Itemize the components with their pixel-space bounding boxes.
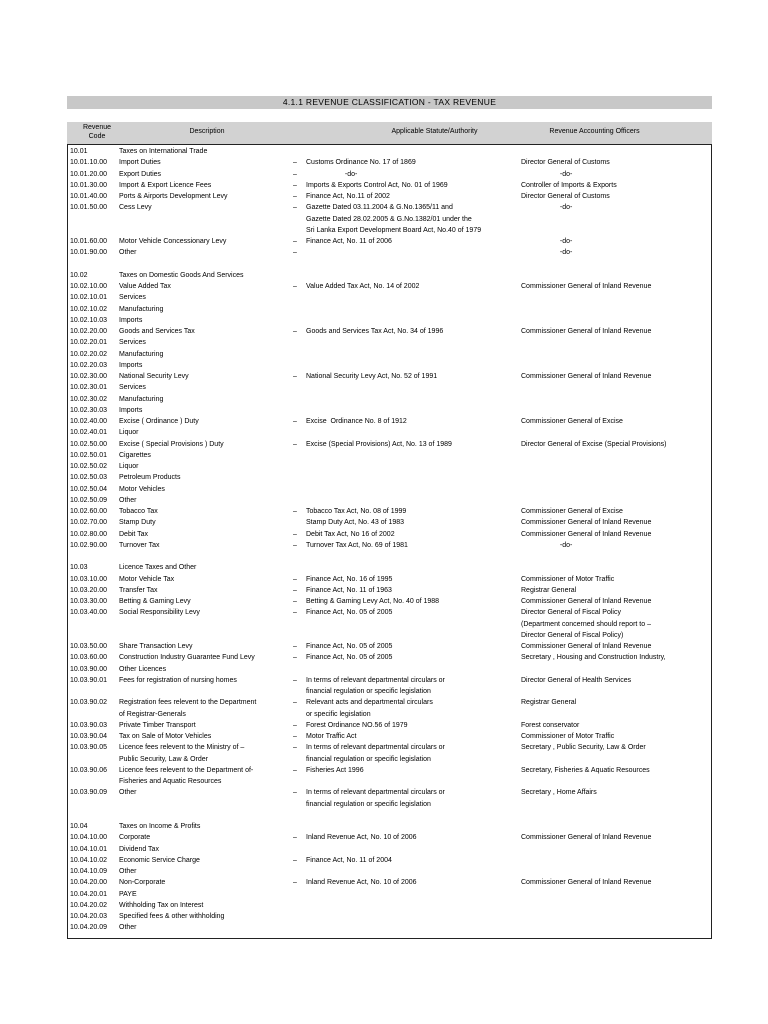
table-row: [68, 529, 713, 540]
description-cell: Excise ( Ordinance ) Duty: [119, 418, 199, 425]
revenue-code-cell: 10.02.20.03: [70, 361, 107, 369]
officer-cell: Registrar General: [521, 699, 577, 707]
officer-cell: Director General of Excise (Special Provisions): [521, 440, 667, 448]
revenue-code-cell: 10.03: [70, 564, 88, 572]
revenue-code-cell: 10.02.30.00: [70, 373, 107, 380]
table-row: [68, 540, 713, 551]
officer-cell: -do-: [521, 170, 573, 178]
statute-cell: Inland Revenue Act, No. 10 of 2006: [306, 834, 417, 842]
officer-cell: Commissioner General of Inland Revenue: [521, 834, 652, 842]
revenue-code-cell: 10.04.20.03: [70, 913, 107, 920]
description-cell: PAYE: [119, 890, 137, 898]
description-cell: Stamp Duty: [119, 519, 156, 527]
table-row: [68, 664, 713, 675]
revenue-code-cell: 10.03.90.04: [70, 733, 107, 740]
statute-cell: Excise Ordinance No. 8 of 1912: [306, 418, 407, 425]
officer-cell: Secretary , Housing and Construction Industry,: [521, 654, 666, 662]
statute-cell: Forest Ordinance NO.56 of 1979: [306, 721, 408, 729]
revenue-code-cell: 10.03.90.02: [70, 699, 107, 707]
revenue-code-cell: 10.02: [70, 271, 88, 279]
description-cell: Taxes on Domestic Goods And Services: [119, 271, 244, 279]
revenue-code-cell: 10.03.60.00: [70, 654, 107, 662]
header-officer: Revenue Accounting Officers: [549, 128, 640, 135]
dash-cell: –: [293, 609, 297, 617]
statute-cell: Finance Act, No. 05 of 2005: [306, 654, 393, 662]
officer-cell: Secretary , Home Affairs: [521, 789, 597, 797]
revenue-code-cell: 10.01.50.00: [70, 204, 107, 212]
table-row: [68, 202, 713, 213]
description-cell: Other: [119, 789, 137, 797]
table-row: [68, 821, 713, 832]
description-cell: Cess Levy: [119, 204, 152, 212]
table-row: [68, 911, 713, 922]
statute-cell: Excise (Special Provisions) Act, No. 13 of 1989: [306, 440, 452, 448]
revenue-code-cell: 10.03.50.00: [70, 643, 107, 650]
revenue-code-cell: 10.02.40.00: [70, 418, 107, 425]
statute-cell: financial regulation or specific legislation: [306, 800, 431, 808]
table-row: [68, 754, 713, 765]
description-cell: Fisheries and Aquatic Resources: [119, 778, 222, 785]
dash-cell: –: [293, 789, 297, 797]
dash-cell: –: [293, 328, 297, 335]
table-row: [68, 844, 713, 855]
description-cell: Liquor: [119, 463, 139, 470]
officer-cell: Commissioner General of Inland Revenue: [521, 598, 652, 605]
statute-cell: Debit Tax Act, No 16 of 2002: [306, 530, 395, 538]
officer-cell: Commissioner of Motor Traffic: [521, 733, 615, 740]
table-row: [68, 169, 713, 180]
dash-cell: –: [293, 575, 297, 583]
description-cell: Services: [119, 384, 146, 392]
statute-cell: financial regulation or specific legislation: [306, 688, 431, 695]
table-row: [68, 517, 713, 528]
dash-cell: –: [293, 654, 297, 662]
table-row: [68, 191, 713, 202]
revenue-code-cell: 10.03.90.03: [70, 721, 107, 729]
page-title: 4.1.1 REVENUE CLASSIFICATION - TAX REVENUE: [67, 96, 712, 109]
description-cell: Cigarettes: [119, 451, 151, 459]
table-row: [68, 652, 713, 663]
table-row: [68, 450, 713, 461]
description-cell: Share Transaction Levy: [119, 643, 193, 650]
revenue-code-cell: 10.02.40.01: [70, 429, 107, 437]
table-row: [68, 180, 713, 191]
officer-cell: Commissioner General of Inland Revenue: [521, 519, 652, 527]
officer-cell: Director General of Customs: [521, 193, 610, 200]
header-revenue-code: Revenue Code: [82, 124, 112, 140]
revenue-code-cell: 10.04.10.01: [70, 845, 107, 853]
officer-cell: -do-: [521, 541, 573, 549]
table-row: [68, 304, 713, 315]
statute-cell: Inland Revenue Act, No. 10 of 2006: [306, 879, 417, 887]
officer-cell: Commissioner General of Excise: [521, 418, 623, 425]
dash-cell: –: [293, 856, 297, 864]
statute-cell: Imports & Exports Control Act, No. 01 of 1969: [306, 181, 448, 189]
dash-cell: –: [293, 373, 297, 380]
description-cell: Import Duties: [119, 159, 161, 167]
table-row: [68, 157, 713, 168]
revenue-code-cell: 10.04.10.09: [70, 868, 107, 875]
dash-cell: –: [293, 879, 297, 887]
description-cell: Motor Vehicles: [119, 485, 165, 493]
description-cell: Other Licences: [119, 665, 167, 673]
officer-cell: (Department concerned should report to –: [521, 620, 651, 628]
table-row: [68, 877, 713, 888]
revenue-code-cell: 10.02.10.03: [70, 316, 107, 324]
table-row: [68, 495, 713, 506]
revenue-code-cell: 10.02.50.04: [70, 485, 107, 493]
dash-cell: –: [293, 238, 297, 245]
description-cell: Goods and Services Tax: [119, 328, 195, 335]
description-cell: Transfer Tax: [119, 586, 158, 594]
statute-cell: Stamp Duty Act, No. 43 of 1983: [306, 519, 405, 527]
revenue-code-cell: 10.04.10.02: [70, 856, 107, 864]
dash-cell: –: [293, 508, 297, 515]
revenue-code-cell: 10.02.50.03: [70, 474, 107, 482]
statute-cell: or specific legislation: [306, 710, 371, 718]
table-row: [68, 472, 713, 483]
description-cell: Other: [119, 249, 137, 257]
statute-cell: Tobacco Tax Act, No. 08 of 1999: [306, 508, 407, 515]
statute-cell: Betting & Gaming Levy Act, No. 40 of 1988: [306, 598, 440, 605]
revenue-code-cell: 10.03.20.00: [70, 586, 107, 594]
description-cell: Construction Industry Guarantee Fund Levy: [119, 654, 255, 662]
table-row: [68, 720, 713, 731]
revenue-code-cell: 10.03.90.09: [70, 789, 107, 797]
description-cell: Public Security, Law & Order: [119, 755, 208, 763]
table-row: [68, 731, 713, 742]
dash-cell: –: [293, 744, 297, 752]
dash-cell: –: [293, 204, 297, 212]
description-cell: Licence fees relevent to the Department of-: [119, 766, 254, 774]
table-row: [68, 371, 713, 382]
table-row: [68, 686, 713, 697]
description-cell: Tax on Sale of Motor Vehicles: [119, 733, 212, 740]
dash-cell: –: [293, 530, 297, 538]
dash-cell: –: [293, 283, 297, 290]
revenue-code-cell: 10.02.20.00: [70, 328, 107, 335]
statute-cell: Finance Act, No. 05 of 2005: [306, 643, 393, 650]
description-cell: Motor Vehicle Concessionary Levy: [119, 238, 227, 245]
statute-cell: Relevant acts and departmental circulars: [306, 699, 433, 707]
table-row: [68, 439, 713, 450]
revenue-code-cell: 10.01.10.00: [70, 159, 107, 167]
table-row: [68, 574, 713, 585]
description-cell: Imports: [119, 361, 143, 369]
table-row: [68, 866, 713, 877]
description-cell: Taxes on Income & Profits: [119, 823, 201, 830]
statute-cell: -do-: [306, 170, 358, 178]
description-cell: National Security Levy: [119, 373, 189, 380]
revenue-code-cell: 10.02.20.01: [70, 339, 107, 347]
table-row: [68, 281, 713, 292]
statute-cell: In terms of relevant departmental circulars or: [306, 789, 445, 797]
description-cell: Excise ( Special Provisions ) Duty: [119, 440, 224, 448]
revenue-code-cell: 10.04.10.00: [70, 834, 107, 842]
officer-cell: Secretary, Fisheries & Aquatic Resources: [521, 766, 650, 774]
description-cell: Value Added Tax: [119, 283, 171, 290]
statute-cell: financial regulation or specific legislation: [306, 755, 431, 763]
description-cell: Specified fees & other withholding: [119, 913, 225, 920]
statute-cell: Value Added Tax Act, No. 14 of 2002: [306, 283, 420, 290]
officer-cell: Director General of Fiscal Policy: [521, 609, 621, 617]
description-cell: Services: [119, 339, 146, 347]
statute-cell: Sri Lanka Export Development Board Act, No.40 of 1979: [306, 226, 482, 234]
revenue-code-cell: 10.03.90.06: [70, 766, 107, 774]
table-row: [68, 405, 713, 416]
table-row: [68, 776, 713, 787]
table-row: [68, 394, 713, 405]
revenue-code-cell: 10.04.20.02: [70, 901, 107, 909]
officer-cell: Secretary , Public Security, Law & Order: [521, 744, 646, 752]
officer-cell: Commissioner General of Inland Revenue: [521, 530, 652, 538]
dash-cell: –: [293, 440, 297, 448]
table-row: [68, 855, 713, 866]
description-cell: Services: [119, 294, 146, 302]
table-row: [68, 619, 713, 630]
table-row: [68, 585, 713, 596]
officer-cell: Commissioner General of Inland Revenue: [521, 328, 652, 335]
table-row: [68, 461, 713, 472]
dash-cell: –: [293, 676, 297, 684]
description-cell: Non-Corporate: [119, 879, 166, 887]
revenue-code-cell: 10.01.30.00: [70, 181, 107, 189]
table-row: [68, 146, 713, 157]
statute-cell: Turnover Tax Act, No. 69 of 1981: [306, 541, 408, 549]
officer-cell: Director General of Customs: [521, 159, 610, 167]
officer-cell: Commissioner General of Inland Revenue: [521, 643, 652, 650]
revenue-code-cell: 10.03.30.00: [70, 598, 107, 605]
revenue-code-cell: 10.02.10.02: [70, 305, 107, 313]
dash-cell: –: [293, 586, 297, 594]
table-row: [68, 416, 713, 427]
revenue-code-cell: 10.03.90.05: [70, 744, 107, 752]
table-row: [68, 315, 713, 326]
statute-cell: Fisheries Act 1996: [306, 766, 364, 774]
revenue-code-cell: 10.04.20.09: [70, 924, 107, 932]
officer-cell: Registrar General: [521, 586, 577, 594]
statute-cell: Goods and Services Tax Act, No. 34 of 1996: [306, 328, 444, 335]
table-row: [68, 709, 713, 720]
revenue-code-cell: 10.04.20.00: [70, 879, 107, 887]
revenue-code-cell: 10.01.90.00: [70, 249, 107, 257]
table-row: [68, 236, 713, 247]
header-description: Description: [189, 128, 225, 135]
dash-cell: –: [293, 766, 297, 774]
revenue-code-cell: 10.03.90.00: [70, 665, 107, 673]
revenue-code-cell: 10.04: [70, 823, 88, 830]
table-row: [68, 889, 713, 900]
revenue-code-cell: 10.01.60.00: [70, 238, 107, 245]
description-cell: Tobacco Tax: [119, 508, 158, 515]
revenue-code-cell: 10.03.90.01: [70, 676, 107, 684]
description-cell: Manufacturing: [119, 395, 164, 403]
description-cell: Other: [119, 868, 137, 875]
dash-cell: –: [293, 249, 297, 257]
revenue-code-cell: 10.02.30.02: [70, 395, 107, 403]
revenue-code-cell: 10.02.10.00: [70, 283, 107, 290]
description-cell: Social Responsibility Levy: [119, 609, 200, 617]
table-row: [68, 675, 713, 686]
dash-cell: –: [293, 541, 297, 549]
description-cell: Licence fees relevent to the Ministry of –: [119, 744, 245, 752]
revenue-code-cell: 10.02.50.09: [70, 496, 107, 504]
dash-cell: –: [293, 834, 297, 842]
table-row: [68, 765, 713, 776]
revenue-code-cell: 10.01.40.00: [70, 193, 107, 200]
table-row: [68, 832, 713, 843]
officer-cell: Commissioner of Motor Traffic: [521, 575, 615, 583]
revenue-code-cell: 10.02.20.02: [70, 350, 107, 358]
officer-cell: -do-: [521, 238, 573, 245]
table-row: [68, 382, 713, 393]
revenue-code-cell: 10.02.60.00: [70, 508, 107, 515]
revenue-code-cell: 10.02.80.00: [70, 530, 107, 538]
statute-cell: Finance Act, No. 11 of 2004: [306, 856, 392, 864]
statute-cell: Finance Act, No. 16 of 1995: [306, 575, 393, 583]
description-cell: of Registrar-Generals: [119, 710, 186, 718]
revenue-code-cell: 10.02.90.00: [70, 541, 107, 549]
table-row: [68, 630, 713, 641]
table-row: [68, 247, 713, 258]
statute-cell: Motor Traffic Act: [306, 733, 357, 740]
revenue-code-cell: 10.02.10.01: [70, 294, 107, 302]
officer-cell: Commissioner General of Inland Revenue: [521, 283, 652, 290]
table-row: [68, 360, 713, 371]
revenue-code-cell: 10.03.10.00: [70, 575, 107, 583]
statute-cell: Finance Act, No. 05 of 2005: [306, 609, 393, 617]
statute-cell: In terms of relevant departmental circulars or: [306, 676, 445, 684]
officer-cell: Director General of Health Services: [521, 676, 632, 684]
dash-cell: –: [293, 193, 297, 200]
dash-cell: –: [293, 721, 297, 729]
revenue-table: [67, 144, 712, 939]
description-cell: Economic Service Charge: [119, 856, 200, 864]
description-cell: Other: [119, 496, 137, 504]
table-row: [68, 922, 713, 933]
revenue-code-cell: 10.02.70.00: [70, 519, 107, 527]
officer-cell: -do-: [521, 249, 573, 257]
statute-cell: Finance Act, No.11 of 2002: [306, 193, 390, 200]
description-cell: Dividend Tax: [119, 845, 159, 853]
description-cell: Import & Export Licence Fees: [119, 181, 212, 189]
description-cell: Liquor: [119, 429, 139, 437]
table-row: [68, 697, 713, 708]
revenue-code-cell: 10.02.50.00: [70, 440, 107, 448]
table-row: [68, 484, 713, 495]
statute-cell: Finance Act, No. 11 of 1963: [306, 586, 392, 594]
statute-cell: In terms of relevant departmental circulars or: [306, 744, 445, 752]
description-cell: Licence Taxes and Other: [119, 564, 197, 572]
description-cell: Taxes on International Trade: [119, 148, 208, 155]
table-row: [68, 799, 713, 810]
description-cell: Private Timber Transport: [119, 721, 196, 729]
dash-cell: –: [293, 643, 297, 650]
description-cell: Corporate: [119, 834, 151, 842]
description-cell: Withholding Tax on Interest: [119, 901, 204, 909]
table-row: [68, 337, 713, 348]
description-cell: Debit Tax: [119, 530, 149, 538]
statute-cell: Gazette Dated 03.11.2004 & G.No.1365/11 and: [306, 204, 453, 212]
officer-cell: Commissioner General of Inland Revenue: [521, 879, 652, 887]
table-row: [68, 349, 713, 360]
dash-cell: –: [293, 418, 297, 425]
officer-cell: -do-: [521, 204, 573, 212]
officer-cell: Forest conservator: [521, 721, 580, 729]
table-header: [67, 122, 712, 144]
description-cell: Other: [119, 924, 137, 932]
description-cell: Betting & Gaming Levy: [119, 598, 191, 605]
table-row: [68, 225, 713, 236]
description-cell: Manufacturing: [119, 350, 164, 358]
table-row: [68, 270, 713, 281]
dash-cell: –: [293, 181, 297, 189]
description-cell: Registration fees relevent to the Department: [119, 699, 257, 707]
dash-cell: –: [293, 733, 297, 740]
description-cell: Ports & Airports Development Levy: [119, 193, 228, 200]
dash-cell: –: [293, 598, 297, 605]
table-row: [68, 214, 713, 225]
revenue-code-cell: 10.03.40.00: [70, 609, 107, 617]
officer-cell: Director General of Fiscal Policy): [521, 631, 624, 639]
revenue-code-cell: 10.01: [70, 148, 88, 155]
statute-cell: Gazette Dated 28.02.2005 & G.No.1382/01 under the: [306, 215, 472, 223]
revenue-code-cell: 10.04.20.01: [70, 890, 107, 898]
description-cell: Fees for registration of nursing homes: [119, 676, 237, 684]
dash-cell: –: [293, 170, 297, 178]
officer-cell: Controller of Imports & Exports: [521, 181, 617, 189]
description-cell: Motor Vehicle Tax: [119, 575, 175, 583]
description-cell: Petroleum Products: [119, 474, 181, 482]
statute-cell: National Security Levy Act, No. 52 of 1991: [306, 373, 438, 380]
revenue-code-cell: 10.02.30.01: [70, 384, 107, 392]
description-cell: Manufacturing: [119, 305, 164, 313]
description-cell: Export Duties: [119, 170, 162, 178]
dash-cell: –: [293, 699, 297, 707]
description-cell: Imports: [119, 316, 143, 324]
table-row: [68, 326, 713, 337]
table-row: [68, 427, 713, 438]
description-cell: Turnover Tax: [119, 541, 160, 549]
revenue-code-cell: 10.02.50.01: [70, 451, 107, 459]
table-row: [68, 607, 713, 618]
dash-cell: –: [293, 159, 297, 167]
revenue-code-cell: 10.02.30.03: [70, 406, 107, 414]
statute-cell: Finance Act, No. 11 of 2006: [306, 238, 392, 245]
table-row: [68, 562, 713, 573]
table-row: [68, 506, 713, 517]
table-row: [68, 742, 713, 753]
officer-cell: Commissioner General of Inland Revenue: [521, 373, 652, 380]
description-cell: Imports: [119, 406, 143, 414]
header-statute: Applicable Statute/Authority: [391, 128, 478, 135]
revenue-code-cell: 10.02.50.02: [70, 463, 107, 470]
table-row: [68, 292, 713, 303]
officer-cell: Commissioner General of Excise: [521, 508, 623, 515]
revenue-code-cell: 10.01.20.00: [70, 170, 107, 178]
table-row: [68, 596, 713, 607]
table-row: [68, 787, 713, 798]
statute-cell: Customs Ordinance No. 17 of 1869: [306, 159, 416, 167]
table-row: [68, 900, 713, 911]
table-row: [68, 641, 713, 652]
